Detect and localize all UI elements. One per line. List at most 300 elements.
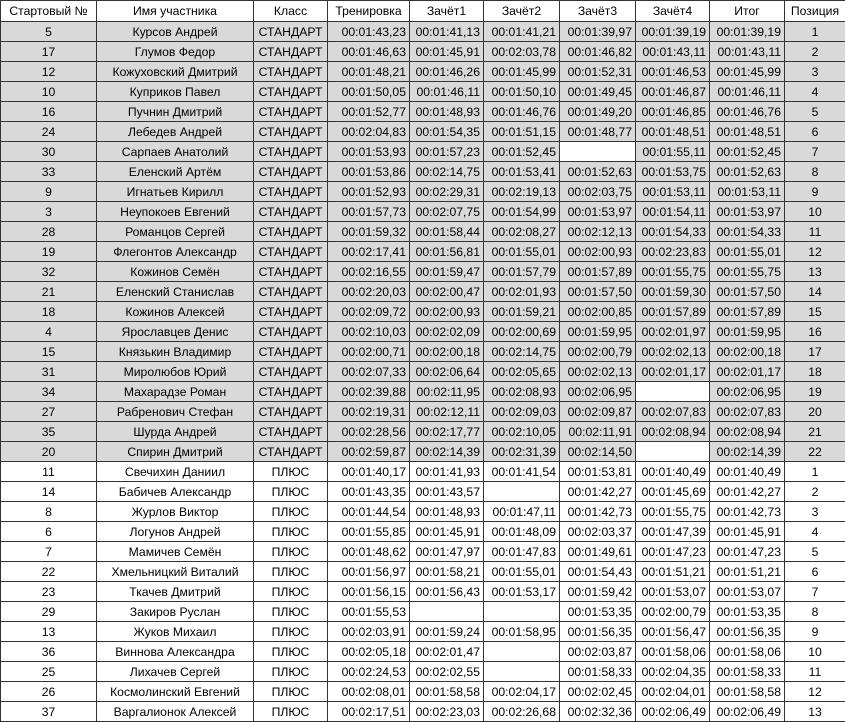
start-number-cell: 31 — [1, 362, 97, 382]
heat1-time-cell: 00:01:48,93 — [410, 102, 484, 122]
position-cell: 12 — [785, 682, 845, 702]
position-cell: 12 — [785, 242, 845, 262]
participant-name-cell: Игнатьев Кирилл — [97, 182, 254, 202]
position-cell: 8 — [785, 602, 845, 622]
practice-time-cell: 00:02:39,88 — [328, 382, 410, 402]
heat2-time-cell: 00:02:31,39 — [484, 442, 560, 462]
class-cell: СТАНДАРТ — [254, 382, 328, 402]
position-cell: 1 — [785, 22, 845, 42]
position-cell: 20 — [785, 402, 845, 422]
heat4-time-cell — [636, 382, 710, 402]
practice-time-cell: 00:02:59,87 — [328, 442, 410, 462]
result-time-cell: 00:01:39,19 — [710, 22, 785, 42]
start-number-cell: 25 — [1, 662, 97, 682]
participant-name-cell: Неупокоев Евгений — [97, 202, 254, 222]
heat2-time-cell: 00:01:53,17 — [484, 582, 560, 602]
start-number-cell: 23 — [1, 582, 97, 602]
result-time-cell: 00:01:48,51 — [710, 122, 785, 142]
heat4-time-cell: 00:01:55,75 — [636, 502, 710, 522]
result-time-cell: 00:01:58,58 — [710, 682, 785, 702]
heat3-time-cell: 00:01:42,27 — [560, 482, 636, 502]
heat1-time-cell: 00:02:01,47 — [410, 642, 484, 662]
heat4-time-cell: 00:01:47,23 — [636, 542, 710, 562]
heat3-time-cell: 00:02:06,95 — [560, 382, 636, 402]
heat1-time-cell: 00:01:45,91 — [410, 42, 484, 62]
heat1-time-cell: 00:02:00,18 — [410, 342, 484, 362]
position-cell: 14 — [785, 282, 845, 302]
heat2-time-cell: 00:02:01,93 — [484, 282, 560, 302]
start-number-cell: 33 — [1, 162, 97, 182]
start-number-cell: 4 — [1, 322, 97, 342]
class-cell: СТАНДАРТ — [254, 142, 328, 162]
heat1-time-cell: 00:02:14,75 — [410, 162, 484, 182]
result-time-cell: 00:01:58,33 — [710, 662, 785, 682]
table-row — [1, 142, 845, 162]
position-cell: 11 — [785, 662, 845, 682]
header-heat1: Зачёт1 — [410, 1, 484, 22]
result-time-cell: 00:01:45,99 — [710, 62, 785, 82]
position-cell: 22 — [785, 442, 845, 462]
result-time-cell: 00:02:14,39 — [710, 442, 785, 462]
heat1-time-cell: 00:02:14,39 — [410, 442, 484, 462]
heat3-time-cell: 00:01:53,97 — [560, 202, 636, 222]
practice-time-cell: 00:02:09,72 — [328, 302, 410, 322]
heat3-time-cell: 00:01:56,35 — [560, 622, 636, 642]
result-time-cell: 00:01:40,49 — [710, 462, 785, 482]
heat1-time-cell: 00:01:45,91 — [410, 522, 484, 542]
position-cell: 2 — [785, 42, 845, 62]
class-cell: СТАНДАРТ — [254, 222, 328, 242]
practice-time-cell: 00:01:53,93 — [328, 142, 410, 162]
heat3-time-cell: 00:02:03,75 — [560, 182, 636, 202]
heat3-time-cell: 00:02:00,79 — [560, 342, 636, 362]
start-number-cell: 19 — [1, 242, 97, 262]
position-cell: 9 — [785, 182, 845, 202]
heat4-time-cell: 00:02:23,83 — [636, 242, 710, 262]
participant-name-cell: Ткачев Дмитрий — [97, 582, 254, 602]
heat4-time-cell: 00:01:43,11 — [636, 42, 710, 62]
position-cell: 6 — [785, 122, 845, 142]
heat1-time-cell: 00:02:11,95 — [410, 382, 484, 402]
class-cell: СТАНДАРТ — [254, 122, 328, 142]
heat2-time-cell — [484, 602, 560, 622]
practice-time-cell: 00:01:56,97 — [328, 562, 410, 582]
heat3-time-cell: 00:01:42,73 — [560, 502, 636, 522]
class-cell: ПЛЮС — [254, 622, 328, 642]
start-number-cell: 15 — [1, 342, 97, 362]
heat1-time-cell: 00:01:59,24 — [410, 622, 484, 642]
class-cell: СТАНДАРТ — [254, 402, 328, 422]
practice-time-cell: 00:01:59,32 — [328, 222, 410, 242]
table-row — [1, 362, 845, 382]
start-number-cell: 22 — [1, 562, 97, 582]
participant-name-cell: Виннова Александра — [97, 642, 254, 662]
start-number-cell: 10 — [1, 82, 97, 102]
heat1-time-cell: 00:01:43,57 — [410, 482, 484, 502]
participant-name-cell: Лебедев Андрей — [97, 122, 254, 142]
participant-name-cell: Махарадзе Роман — [97, 382, 254, 402]
participant-name-cell: Князькин Владимир — [97, 342, 254, 362]
heat4-time-cell: 00:01:59,30 — [636, 282, 710, 302]
result-time-cell: 00:01:53,07 — [710, 582, 785, 602]
participant-name-cell: Миролюбов Юрий — [97, 362, 254, 382]
class-cell: ПЛЮС — [254, 582, 328, 602]
table-row — [1, 542, 845, 562]
class-cell: СТАНДАРТ — [254, 242, 328, 262]
participant-name-cell: Пучнин Дмитрий — [97, 102, 254, 122]
heat4-time-cell: 00:01:55,11 — [636, 142, 710, 162]
position-cell: 7 — [785, 582, 845, 602]
heat3-time-cell: 00:02:02,45 — [560, 682, 636, 702]
heat2-time-cell: 00:01:41,54 — [484, 462, 560, 482]
participant-name-cell: Жуков Михаил — [97, 622, 254, 642]
heat1-time-cell: 00:01:56,43 — [410, 582, 484, 602]
participant-name-cell: Мамичев Семён — [97, 542, 254, 562]
heat4-time-cell: 00:02:06,49 — [636, 702, 710, 722]
class-cell: СТАНДАРТ — [254, 442, 328, 462]
heat1-time-cell: 00:01:59,47 — [410, 262, 484, 282]
position-cell: 2 — [785, 482, 845, 502]
heat3-time-cell: 00:01:57,50 — [560, 282, 636, 302]
participant-name-cell: Варгалионок Алексей — [97, 702, 254, 722]
practice-time-cell: 00:02:00,71 — [328, 342, 410, 362]
result-time-cell: 00:01:45,91 — [710, 522, 785, 542]
participant-name-cell: Куприков Павел — [97, 82, 254, 102]
heat4-time-cell: 00:01:39,19 — [636, 22, 710, 42]
heat4-time-cell: 00:01:47,39 — [636, 522, 710, 542]
header-result: Итог — [710, 1, 785, 22]
position-cell: 5 — [785, 102, 845, 122]
table-row — [1, 282, 845, 302]
heat4-time-cell: 00:02:08,94 — [636, 422, 710, 442]
practice-time-cell: 00:01:44,54 — [328, 502, 410, 522]
heat1-time-cell: 00:02:00,47 — [410, 282, 484, 302]
result-time-cell: 00:01:46,76 — [710, 102, 785, 122]
start-number-cell: 7 — [1, 542, 97, 562]
heat1-time-cell: 00:02:02,55 — [410, 662, 484, 682]
position-cell: 7 — [785, 142, 845, 162]
table-body — [1, 22, 845, 722]
practice-time-cell: 00:02:24,53 — [328, 662, 410, 682]
class-cell: СТАНДАРТ — [254, 182, 328, 202]
table-row — [1, 522, 845, 542]
start-number-cell: 21 — [1, 282, 97, 302]
position-cell: 3 — [785, 62, 845, 82]
practice-time-cell: 00:01:48,21 — [328, 62, 410, 82]
class-cell: ПЛЮС — [254, 462, 328, 482]
heat1-time-cell: 00:02:06,64 — [410, 362, 484, 382]
position-cell: 10 — [785, 642, 845, 662]
header-heat3: Зачёт3 — [560, 1, 636, 22]
heat2-time-cell: 00:01:46,76 — [484, 102, 560, 122]
class-cell: ПЛЮС — [254, 522, 328, 542]
result-time-cell: 00:01:55,01 — [710, 242, 785, 262]
participant-name-cell: Глумов Федор — [97, 42, 254, 62]
result-time-cell: 00:02:06,49 — [710, 702, 785, 722]
heat2-time-cell: 00:02:09,03 — [484, 402, 560, 422]
heat2-time-cell: 00:01:51,15 — [484, 122, 560, 142]
class-cell: ПЛЮС — [254, 702, 328, 722]
result-time-cell: 00:01:52,63 — [710, 162, 785, 182]
table-row — [1, 562, 845, 582]
heat4-time-cell: 00:01:54,11 — [636, 202, 710, 222]
practice-time-cell: 00:01:56,15 — [328, 582, 410, 602]
start-number-cell: 9 — [1, 182, 97, 202]
header-start-number: Стартовый № — [1, 1, 97, 22]
heat2-time-cell: 00:01:57,79 — [484, 262, 560, 282]
start-number-cell: 16 — [1, 102, 97, 122]
heat2-time-cell: 00:01:45,99 — [484, 62, 560, 82]
heat3-time-cell: 00:02:09,87 — [560, 402, 636, 422]
start-number-cell: 14 — [1, 482, 97, 502]
result-time-cell: 00:02:08,94 — [710, 422, 785, 442]
result-time-cell: 00:01:55,75 — [710, 262, 785, 282]
participant-name-cell: Кожинов Семён — [97, 262, 254, 282]
header-participant-name: Имя участника — [97, 1, 254, 22]
class-cell: СТАНДАРТ — [254, 162, 328, 182]
participant-name-cell: Еленский Станислав — [97, 282, 254, 302]
heat2-time-cell: 00:01:52,45 — [484, 142, 560, 162]
heat4-time-cell: 00:01:57,89 — [636, 302, 710, 322]
heat2-time-cell: 00:02:19,13 — [484, 182, 560, 202]
class-cell: ПЛЮС — [254, 502, 328, 522]
start-number-cell: 27 — [1, 402, 97, 422]
heat1-time-cell — [410, 602, 484, 622]
heat2-time-cell: 00:01:50,10 — [484, 82, 560, 102]
position-cell: 9 — [785, 622, 845, 642]
heat4-time-cell: 00:01:45,69 — [636, 482, 710, 502]
start-number-cell: 18 — [1, 302, 97, 322]
heat1-time-cell: 00:01:57,23 — [410, 142, 484, 162]
position-cell: 4 — [785, 522, 845, 542]
result-time-cell: 00:01:51,21 — [710, 562, 785, 582]
class-cell: ПЛЮС — [254, 542, 328, 562]
practice-time-cell: 00:02:17,51 — [328, 702, 410, 722]
participant-name-cell: Журлов Виктор — [97, 502, 254, 522]
heat3-time-cell — [560, 142, 636, 162]
start-number-cell: 20 — [1, 442, 97, 462]
table-row — [1, 222, 845, 242]
table-row — [1, 462, 845, 482]
heat2-time-cell: 00:02:03,78 — [484, 42, 560, 62]
heat1-time-cell: 00:02:29,31 — [410, 182, 484, 202]
position-cell: 17 — [785, 342, 845, 362]
participant-name-cell: Курсов Андрей — [97, 22, 254, 42]
practice-time-cell: 00:02:03,91 — [328, 622, 410, 642]
practice-time-cell: 00:02:10,03 — [328, 322, 410, 342]
heat4-time-cell — [636, 442, 710, 462]
start-number-cell: 32 — [1, 262, 97, 282]
table-row — [1, 182, 845, 202]
participant-name-cell: Кожинов Алексей — [97, 302, 254, 322]
heat3-time-cell: 00:01:52,63 — [560, 162, 636, 182]
heat4-time-cell: 00:02:04,01 — [636, 682, 710, 702]
heat2-time-cell: 00:01:47,83 — [484, 542, 560, 562]
participant-name-cell: Закиров Руслан — [97, 602, 254, 622]
position-cell: 18 — [785, 362, 845, 382]
heat2-time-cell — [484, 662, 560, 682]
table-row — [1, 262, 845, 282]
practice-time-cell: 00:01:55,85 — [328, 522, 410, 542]
heat1-time-cell: 00:01:56,81 — [410, 242, 484, 262]
start-number-cell: 28 — [1, 222, 97, 242]
heat2-time-cell: 00:01:59,21 — [484, 302, 560, 322]
start-number-cell: 37 — [1, 702, 97, 722]
heat3-time-cell: 00:01:58,33 — [560, 662, 636, 682]
result-time-cell: 00:01:42,27 — [710, 482, 785, 502]
result-time-cell: 00:01:52,45 — [710, 142, 785, 162]
position-cell: 19 — [785, 382, 845, 402]
heat3-time-cell: 00:02:00,93 — [560, 242, 636, 262]
heat2-time-cell: 00:01:55,01 — [484, 242, 560, 262]
practice-time-cell: 00:02:05,18 — [328, 642, 410, 662]
heat4-time-cell: 00:01:53,75 — [636, 162, 710, 182]
heat4-time-cell: 00:02:04,35 — [636, 662, 710, 682]
heat3-time-cell: 00:01:59,42 — [560, 582, 636, 602]
practice-time-cell: 00:02:04,83 — [328, 122, 410, 142]
table-row — [1, 22, 845, 42]
heat2-time-cell: 00:02:00,69 — [484, 322, 560, 342]
class-cell: СТАНДАРТ — [254, 262, 328, 282]
heat3-time-cell: 00:02:12,13 — [560, 222, 636, 242]
participant-name-cell: Сарпаев Анатолий — [97, 142, 254, 162]
table-row — [1, 322, 845, 342]
heat4-time-cell: 00:02:02,13 — [636, 342, 710, 362]
header-heat2: Зачёт2 — [484, 1, 560, 22]
class-cell: ПЛЮС — [254, 642, 328, 662]
result-time-cell: 00:01:42,73 — [710, 502, 785, 522]
result-time-cell: 00:01:57,50 — [710, 282, 785, 302]
table-row — [1, 502, 845, 522]
heat1-time-cell: 00:01:46,11 — [410, 82, 484, 102]
table-row — [1, 642, 845, 662]
heat1-time-cell: 00:01:58,21 — [410, 562, 484, 582]
practice-time-cell: 00:01:50,05 — [328, 82, 410, 102]
participant-name-cell: Лихачев Сергей — [97, 662, 254, 682]
heat4-time-cell: 00:02:00,79 — [636, 602, 710, 622]
heat4-time-cell: 00:02:01,97 — [636, 322, 710, 342]
participant-name-cell: Хмельницкий Виталий — [97, 562, 254, 582]
class-cell: СТАНДАРТ — [254, 202, 328, 222]
heat3-time-cell: 00:01:53,35 — [560, 602, 636, 622]
class-cell: СТАНДАРТ — [254, 322, 328, 342]
position-cell: 15 — [785, 302, 845, 322]
class-cell: СТАНДАРТ — [254, 282, 328, 302]
result-time-cell: 00:01:53,11 — [710, 182, 785, 202]
table-row — [1, 162, 845, 182]
participant-name-cell: Космолинский Евгений — [97, 682, 254, 702]
heat3-time-cell: 00:02:03,87 — [560, 642, 636, 662]
class-cell: СТАНДАРТ — [254, 42, 328, 62]
heat4-time-cell: 00:01:46,87 — [636, 82, 710, 102]
position-cell: 5 — [785, 542, 845, 562]
participant-name-cell: Спирин Дмитрий — [97, 442, 254, 462]
heat3-time-cell: 00:01:48,77 — [560, 122, 636, 142]
heat2-time-cell: 00:01:58,95 — [484, 622, 560, 642]
practice-time-cell: 00:02:16,55 — [328, 262, 410, 282]
header-position: Позиция — [785, 1, 845, 22]
participant-name-cell: Рабренович Стефан — [97, 402, 254, 422]
heat4-time-cell: 00:01:40,49 — [636, 462, 710, 482]
heat1-time-cell: 00:01:58,58 — [410, 682, 484, 702]
start-number-cell: 29 — [1, 602, 97, 622]
participant-name-cell: Кожуховский Дмитрий — [97, 62, 254, 82]
practice-time-cell: 00:01:53,86 — [328, 162, 410, 182]
heat4-time-cell: 00:01:48,51 — [636, 122, 710, 142]
result-time-cell: 00:02:01,17 — [710, 362, 785, 382]
table-row — [1, 242, 845, 262]
table-row — [1, 382, 845, 402]
practice-time-cell: 00:02:17,41 — [328, 242, 410, 262]
heat1-time-cell: 00:01:47,97 — [410, 542, 484, 562]
position-cell: 1 — [785, 462, 845, 482]
heat3-time-cell: 00:01:59,95 — [560, 322, 636, 342]
practice-time-cell: 00:02:20,03 — [328, 282, 410, 302]
class-cell: СТАНДАРТ — [254, 422, 328, 442]
participant-name-cell: Флегонтов Александр — [97, 242, 254, 262]
heat1-time-cell: 00:02:12,11 — [410, 402, 484, 422]
heat2-time-cell: 00:01:47,11 — [484, 502, 560, 522]
heat3-time-cell: 00:02:14,50 — [560, 442, 636, 462]
heat2-time-cell: 00:02:04,17 — [484, 682, 560, 702]
participant-name-cell: Бабичев Александр — [97, 482, 254, 502]
heat1-time-cell: 00:01:41,93 — [410, 462, 484, 482]
heat4-time-cell: 00:01:53,11 — [636, 182, 710, 202]
heat3-time-cell: 00:02:00,85 — [560, 302, 636, 322]
position-cell: 13 — [785, 702, 845, 722]
result-time-cell: 00:02:00,18 — [710, 342, 785, 362]
table-row — [1, 122, 845, 142]
heat1-time-cell: 00:02:07,75 — [410, 202, 484, 222]
result-time-cell: 00:02:07,83 — [710, 402, 785, 422]
table-row — [1, 442, 845, 462]
table-row — [1, 702, 845, 722]
participant-name-cell: Логунов Андрей — [97, 522, 254, 542]
participant-name-cell: Еленский Артём — [97, 162, 254, 182]
class-cell: СТАНДАРТ — [254, 342, 328, 362]
table-row — [1, 402, 845, 422]
position-cell: 4 — [785, 82, 845, 102]
class-cell: СТАНДАРТ — [254, 102, 328, 122]
position-cell: 21 — [785, 422, 845, 442]
position-cell: 11 — [785, 222, 845, 242]
result-time-cell: 00:01:54,33 — [710, 222, 785, 242]
table-row — [1, 682, 845, 702]
start-number-cell: 3 — [1, 202, 97, 222]
heat1-time-cell: 00:01:46,26 — [410, 62, 484, 82]
practice-time-cell: 00:01:57,73 — [328, 202, 410, 222]
position-cell: 13 — [785, 262, 845, 282]
result-time-cell: 00:02:06,95 — [710, 382, 785, 402]
class-cell: СТАНДАРТ — [254, 82, 328, 102]
result-time-cell: 00:01:56,35 — [710, 622, 785, 642]
result-time-cell: 00:01:43,11 — [710, 42, 785, 62]
heat4-time-cell: 00:01:46,53 — [636, 62, 710, 82]
table-row — [1, 62, 845, 82]
header-heat4: Зачёт4 — [636, 1, 710, 22]
heat3-time-cell: 00:01:46,82 — [560, 42, 636, 62]
practice-time-cell: 00:02:19,31 — [328, 402, 410, 422]
table-row — [1, 602, 845, 622]
heat2-time-cell: 00:02:26,68 — [484, 702, 560, 722]
heat2-time-cell: 00:02:08,27 — [484, 222, 560, 242]
practice-time-cell: 00:02:08,01 — [328, 682, 410, 702]
result-time-cell: 00:01:57,89 — [710, 302, 785, 322]
position-cell: 3 — [785, 502, 845, 522]
practice-time-cell: 00:01:52,77 — [328, 102, 410, 122]
result-time-cell: 00:01:53,97 — [710, 202, 785, 222]
table-row — [1, 342, 845, 362]
